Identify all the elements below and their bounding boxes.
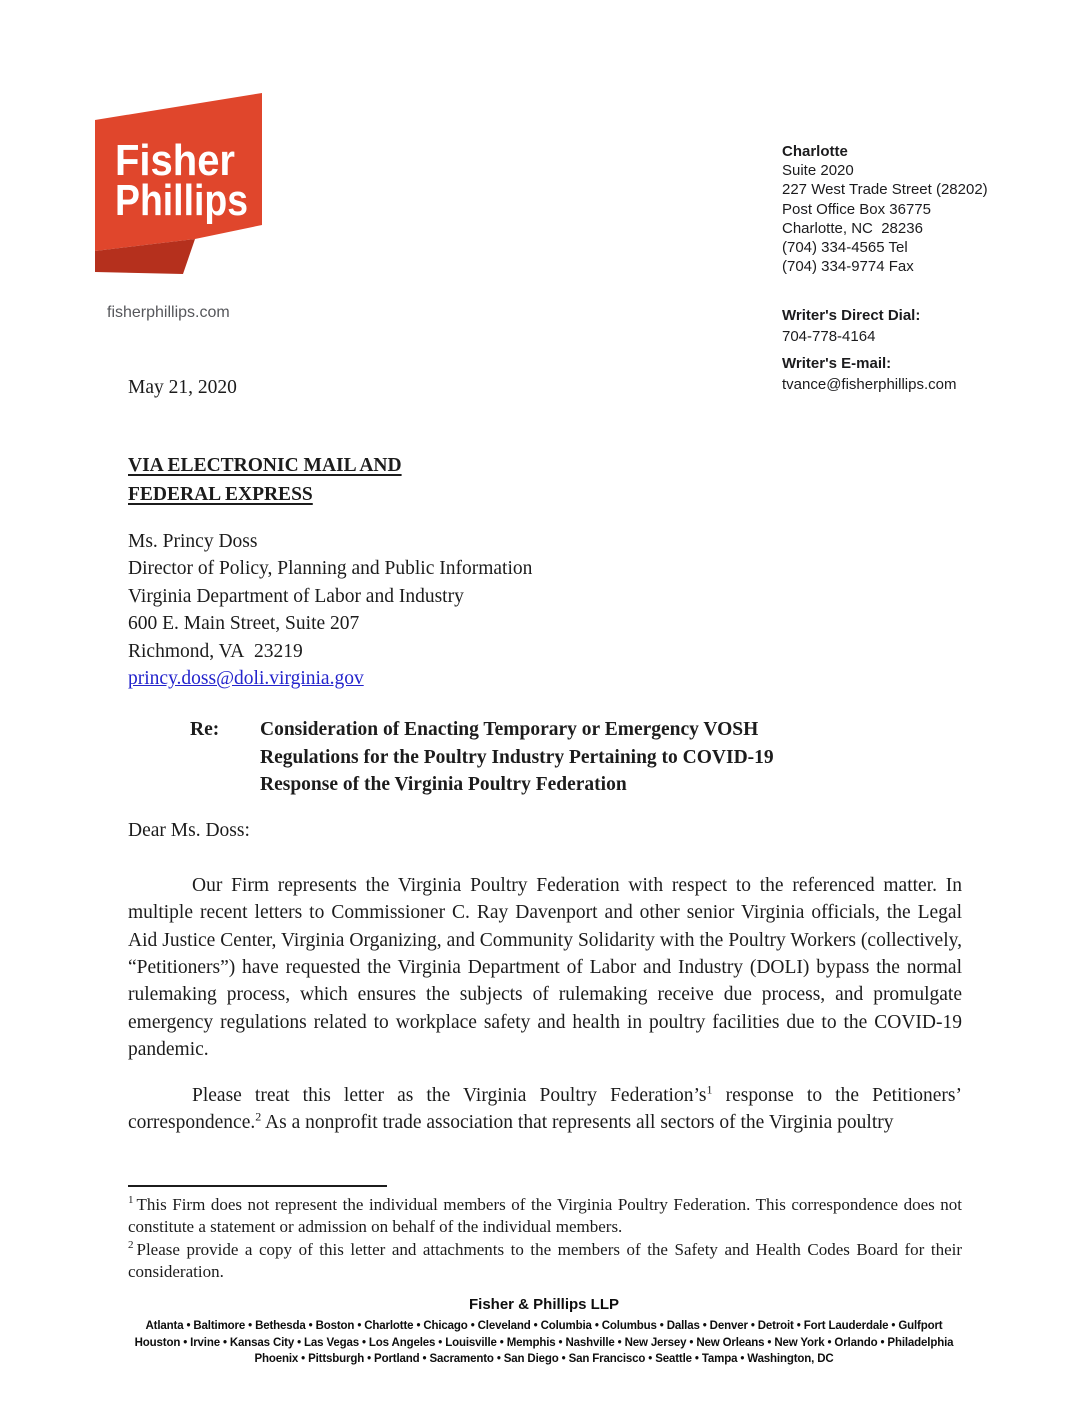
footnote-item [128,1194,962,1239]
footer-cities-line3: Phoenix • Pittsburgh • Portland • Sacramento • San Diego • San Francisco • Seattle • Tampa • Washington, DC [254,1353,834,1365]
office-address-block [782,142,988,276]
re-subject-block [190,716,774,799]
recipient-title: Director of Policy, Planning and Public Information [128,558,533,580]
recipient-name: Ms. Princy Doss [128,531,258,552]
footnote-text: This Firm does not represent the individual members of the Virginia Poultry Federation. This correspondence does not constitute a statement or admission on behalf of the individual members. [128,1195,962,1237]
re-subject-lines [260,716,774,799]
recipient-email-link[interactable]: princy.doss@doli.virginia.gov [128,668,364,690]
footnote-marker: 2 [128,1239,134,1252]
salutation: Dear Ms. Doss: [128,820,250,841]
office-city-name: Charlotte [782,143,848,160]
office-phone-line: (704) 334-4565 Tel [782,239,908,257]
footer-cities-line2: Houston • Irvine • Kansas City • Las Vegas • Los Angeles • Louisville • Memphis • Nashville • New Jersey • New Orleans • New York • Orlando • Philadelphia [134,1336,954,1349]
recipient-city-state-zip: Richmond, VA 23219 [128,640,303,662]
re-label: Re: [190,719,220,740]
re-subject-line: Response of the Virginia Poultry Federation [260,774,627,795]
logo-wordmark-line1: Fisher [115,136,235,185]
footnote-marker: 1 [128,1194,134,1207]
recipient-street: 600 E. Main Street, Suite 207 [128,613,360,635]
footer-cities-line1: Atlanta • Baltimore • Bethesda • Boston • Charlotte • Chicago • Cleveland • Columbia • Columbus • Dallas • Denver • Detroit • Fort Lauderdale • Gulfport [145,1320,943,1332]
fisher-phillips-logo [95,93,262,275]
letter-footer [0,1296,1088,1368]
firm-website-text: fisherphillips.com [107,304,230,321]
body-paragraph-2 [128,1082,962,1137]
re-subject-line: Regulations for the Poultry Industry Pertaining to COVID-19 [260,746,774,768]
footnote-separator-rule [128,1185,387,1187]
body-paragraph-1: Our Firm represents the Virginia Poultry Federation with respect to the referenced matter. In multiple recent letters to Commissioner C. Ray Davenport and other senior Virginia officials, the Legal Aid Justice Center, Virginia Organizing, and Community Solidarity with the Poultry Workers (collectively, “Petitioners”) have requested the Virginia Department of Labor and Industry (DOLI) bypass the normal rulemaking process, which ensures the subjects of rulemaking receive due process, and promulgate emergency regulations related to workplace safety and health in poultry facilities due to the COVID-19 pandemic. [128,875,962,1061]
footnote-item [128,1239,962,1284]
office-fax-line: (704) 334-9774 Fax [782,258,914,276]
office-address-line: Charlotte, NC 28236 [782,219,923,237]
letter-date: May 21, 2020 [128,377,237,398]
writers-direct-dial-number: 704-778-4164 [782,328,876,345]
paragraph2-text: response to the Petitioners’ correspondence. [128,1085,963,1134]
delivery-method-block [128,451,402,509]
paragraph2-text: As a nonprofit trade association that represents all sectors of the Virginia poultry [261,1112,894,1134]
delivery-method-line2: FEDERAL EXPRESS [128,484,313,505]
office-address-line: 227 West Trade Street (28202) [782,181,988,199]
footnote-ref-2: 2 [255,1109,262,1124]
office-address-line: Post Office Box 36775 [782,200,931,218]
delivery-method-line1: VIA ELECTRONIC MAIL AND [128,455,402,476]
re-subject-line: Consideration of Enacting Temporary or Emergency VOSH [260,719,759,740]
footnote-text: Please provide a copy of this letter and attachments to the members of the Safety and Health Codes Board for their consideration. [128,1239,962,1282]
paragraph2-text: Please treat this letter as the Virginia Poultry Federation’s [192,1085,707,1106]
recipient-organization: Virginia Department of Labor and Industry [128,585,464,607]
recipient-address-block [128,528,532,692]
footnotes-block [128,1194,962,1284]
writers-direct-dial-label: Writer's Direct Dial: [782,307,921,324]
writers-email-address: tvance@fisherphillips.com [782,376,957,393]
footnote-ref-1: 1 [706,1082,713,1097]
footer-firm-name: Fisher & Phillips LLP [468,1296,620,1313]
office-address-line: Suite 2020 [782,162,854,180]
writers-email-label: Writer's E-mail: [782,355,892,372]
logo-wordmark-line2: Phillips [115,176,248,225]
